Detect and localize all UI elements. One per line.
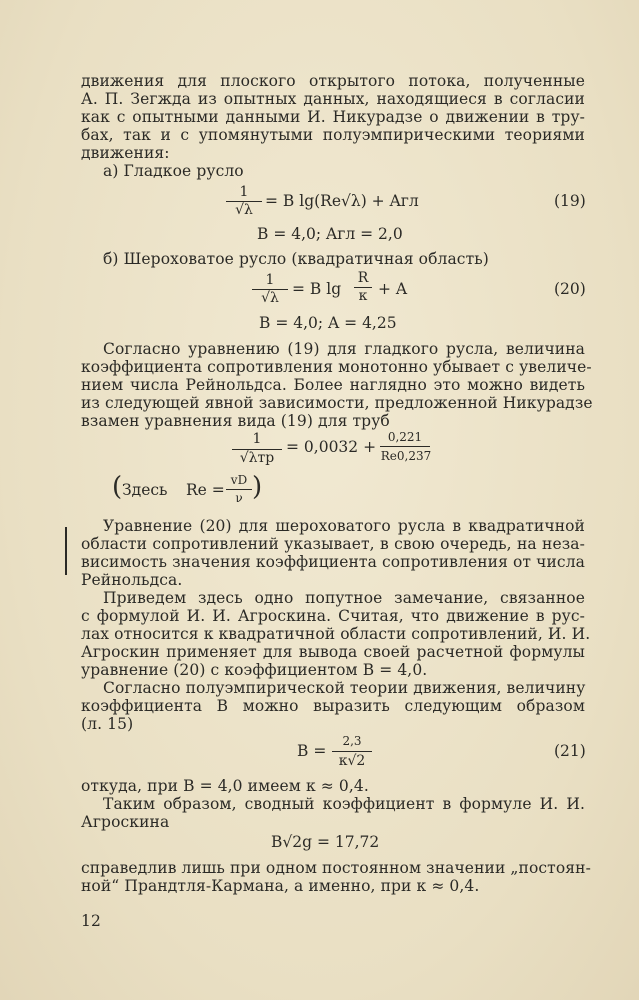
text-line: Агроскин применяет для вывода своей расчетной формулы [81,643,585,661]
eq19-rhs: = B lg(Re√λ) + Aгл [265,192,419,210]
text-line: Приведем здесь одно попутное замечание, связанное [103,589,585,607]
here-num: vD [230,473,248,487]
left-paren: ( [112,472,123,502]
eq21-denominator: κ√2 [338,753,366,769]
text-line: нием числа Рейнольдса. Более наглядно это можно видеть [81,376,585,394]
here-label: Здесь [122,481,168,499]
fraction-bar [332,751,372,752]
page-number: 12 [81,912,101,930]
text-line: с формулой И. И. Агроскина. Считая, что движение в рус- [81,607,585,625]
right-paren: ) [252,472,263,502]
margin-mark [65,527,67,575]
eq20-frac-den: к [358,288,368,304]
eq19-denominator: √λ [235,202,253,218]
text-line: Согласно полуэмпирической теории движения, величину [103,679,586,697]
text-line: коэффициента сопротивления монотонно убывает с увеличе- [81,358,592,376]
eq20-rhs-pre: = B lg [292,280,342,298]
eq21-lhs: B = [297,742,327,760]
text-line: области сопротивлений указывает, в свою очередь, на неза- [81,535,585,553]
text-line: как с опытными данными И. Никурадзе о движении в тру- [81,108,585,126]
text-line: А. П. Зегжда из опытных данных, находящиеся в согласии [81,90,585,108]
text-line: висимость значения коэффициента сопротивления от числа [81,553,585,571]
here-den: ν [235,491,243,505]
text-line: движения для плоского открытого потока, полученные [81,72,585,90]
eq20-denominator: √λ [261,290,279,306]
eq20-numerator: 1 [265,272,275,288]
text-line: из следующей явной зависимости, предложенной Никурадзе [81,394,593,412]
eqnik-frac-num: 0,221 [387,430,423,444]
eqnik-middle: = 0,0032 + [286,438,377,456]
text-line: уравнение (20) с коэффициентом B = 4,0. [81,661,428,679]
equation-number: (19) [554,192,586,210]
text-line: Таким образом, сводный коэффициент в формуле И. И. [103,795,585,813]
text-line: бах, так и с упомянутыми полуэмпирическими теориями [81,126,585,144]
eq20-frac-num: R [357,270,369,286]
eq19-numerator: 1 [239,184,249,200]
text-line: Агроскина [81,813,170,831]
text-line: движения: [81,144,170,162]
eqnik-numerator: 1 [252,431,262,447]
eq19-constants: B = 4,0; Aгл = 2,0 [257,225,403,243]
text-line: откуда, при B = 4,0 имеем κ ≈ 0,4. [81,777,369,795]
text-line: (л. 15) [81,715,134,733]
equation-number: (20) [554,280,586,298]
text-line: ной“ Прандтля-Кармана, а именно, при κ ≈ 0,4. [81,877,480,895]
case-b-label: б) Шероховатое русло (квадратичная область) [103,250,489,268]
text-line: Уравнение (20) для шероховатого русла в квадратичной [103,517,585,535]
text-line: взамен уравнения вида (19) для труб [81,412,390,430]
text-line: справедлив лишь при одном постоянном значении „постоян- [81,859,591,877]
equation-number: (21) [554,742,586,760]
here-lhs: Re = [186,481,225,499]
eqnik-frac-den: Re0,237 [380,449,432,463]
text-line: коэффициента B можно выразить следующим образом [81,697,585,715]
equation-b2g: B√2g = 17,72 [271,833,380,851]
case-a-label: а) Гладкое русло [103,162,244,180]
eq21-numerator: 2,3 [342,734,362,748]
fraction-bar [380,446,430,447]
eq20-rhs-post: + A [378,280,408,298]
eq20-constants: B = 4,0; A = 4,25 [259,314,397,332]
eqnik-denominator: √λтр [239,450,275,466]
text-line: лах относится к квадратичной области сопротивлений, И. И. [81,625,591,643]
text-line: Рейнольдса. [81,571,183,589]
text-line: Согласно уравнению (19) для гладкого русла, величина [103,340,585,358]
